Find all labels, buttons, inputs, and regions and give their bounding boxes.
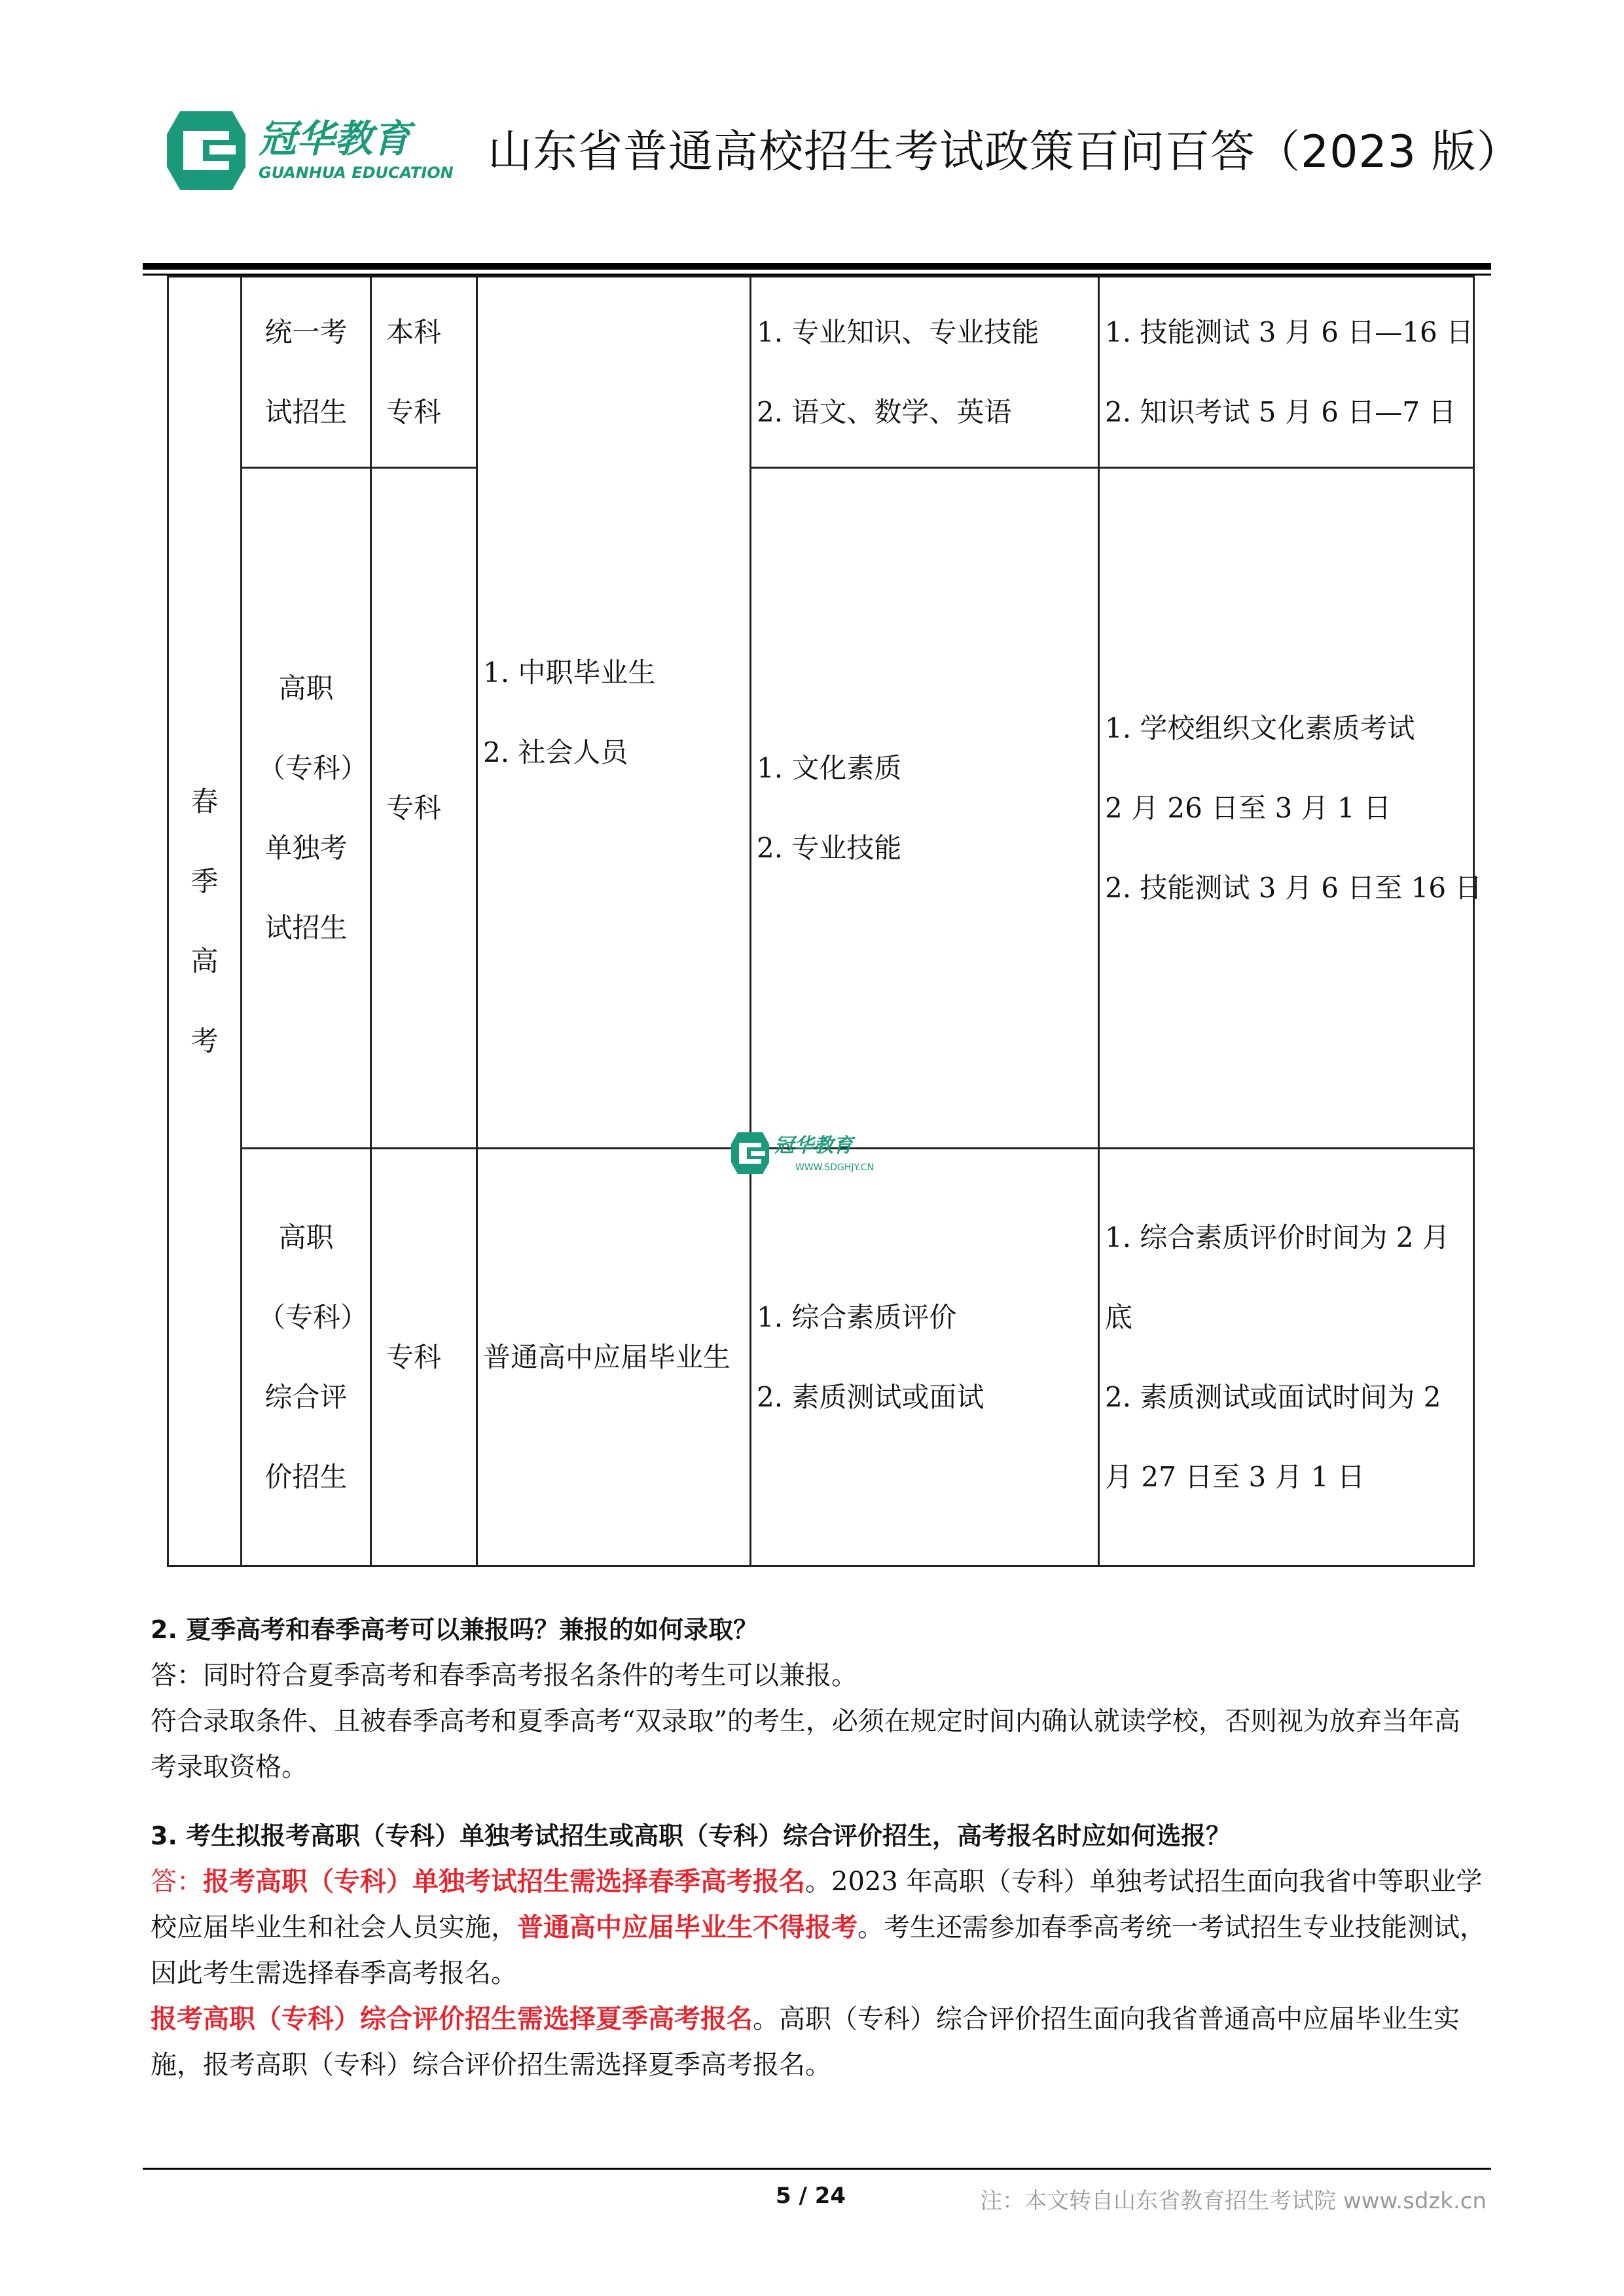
footer-source-note: 注：本文转自山东省教育招生考试院 www.sdzk.cn [980, 2188, 1487, 2214]
guanhua-logo [160, 105, 461, 196]
category-label: 统一考试招生 [264, 315, 348, 428]
q3-highlight-restriction: 普通高中应届毕业生不得报考 [517, 1912, 857, 1943]
table-row [168, 468, 1474, 1149]
q3-answer-text-2: 。考生还需参加春季高考统一考试招生专业技能测试，因此考生需选择春季高考报名。 [151, 1912, 1486, 1988]
q3-highlight-summer: 报考高职（专科）综合评价招生需选择夏季高考报名 [151, 2004, 753, 2034]
exam-cell [751, 468, 1099, 1149]
category-cell [242, 1149, 371, 1566]
eligibility-cell [477, 1149, 751, 1566]
q3-answer-prefix: 答： [151, 1867, 203, 1897]
category-label: 高职（专科）单独考试招生 [257, 672, 354, 944]
level-label: 专科 [386, 395, 442, 428]
level-label: 专科 [386, 1340, 442, 1373]
q2-answer-1: 答：同时符合夏季高考和春季高考报名条件的考生可以兼报。 [151, 1660, 857, 1691]
exam-cell [751, 277, 1099, 468]
exam-cell [751, 1149, 1099, 1566]
q2-answer-2: 符合录取条件、且被春季高考和夏季高考“双录取”的考生，必须在规定时间内确认就读学校，否则视为放弃当年高考录取资格。 [151, 1706, 1460, 1782]
logo-cn-text: 冠华教育 [259, 117, 411, 161]
eligibility-item: 2. 社会人员 [483, 736, 628, 768]
schedule-item: 月 27 日至 3 月 1 日 [1105, 1460, 1365, 1493]
watermark-logo [730, 1127, 900, 1179]
eligibility-cell [477, 277, 751, 1149]
exam-item: 1. 专业知识、专业技能 [757, 315, 1039, 348]
table-row [168, 1149, 1474, 1566]
schedule-cell [1099, 277, 1474, 468]
exam-item: 1. 文化素质 [757, 751, 902, 784]
schedule-item: 2. 技能测试 3 月 6 日至 16 日 [1105, 871, 1483, 904]
season-cell [168, 277, 242, 1566]
watermark-cn: 冠华教育 [774, 1134, 853, 1157]
q3-answer-text-3: 。高职（专科）综合评价招生面向我省普通高中应届毕业生实施，报考高职（专科）综合评价招生需选择夏季高考报名。 [151, 2004, 1460, 2080]
exam-item: 2. 素质测试或面试 [757, 1380, 984, 1413]
level-label: 本科 [386, 315, 442, 348]
q3-block [151, 1813, 1486, 2088]
schedule-item: 1. 学校组织文化素质考试 [1105, 711, 1415, 744]
q3-highlight-spring: 报考高职（专科）单独考试招生需选择春季高考报名 [203, 1867, 805, 1897]
watermark-url: WWW.SDGHJY.CN [795, 1162, 874, 1173]
category-cell [242, 277, 371, 468]
level-label: 专科 [386, 791, 442, 824]
eligibility-item: 普通高中应届毕业生 [483, 1340, 731, 1373]
schedule-item: 2. 素质测试或面试时间为 2 [1105, 1380, 1441, 1413]
q2-question: 2. 夏季高考和春季高考可以兼报吗？兼报的如何录取？ [151, 1615, 759, 1644]
q3-answer-paragraph-2 [151, 1996, 1486, 2088]
q3-question: 3. 考生拟报考高职（专科）单独考试招生或高职（专科）综合评价招生，高考报名时应如何选报？ [151, 1821, 1231, 1850]
q3-answer-text-1: 。2023 年高职（专科）单独考试招生面向我省中等职业学校应届毕业生和社会人员实施， [151, 1867, 1483, 1943]
eligibility-item: 1. 中职毕业生 [483, 656, 656, 689]
schedule-item: 2 月 26 日至 3 月 1 日 [1105, 791, 1392, 824]
schedule-cell [1099, 468, 1483, 1149]
schedule-item: 1. 综合素质评价时间为 2 月 [1105, 1221, 1450, 1253]
schedule-item: 2. 知识考试 5 月 6 日—7 日 [1105, 395, 1456, 428]
category-cell [242, 468, 371, 1149]
exam-item: 2. 语文、数学、英语 [757, 395, 1012, 428]
exam-item: 1. 综合素质评价 [757, 1300, 957, 1333]
schedule-item: 底 [1105, 1300, 1133, 1333]
level-cell [371, 277, 477, 468]
season-label: 春季高考 [190, 785, 219, 1057]
schedule-item: 1. 技能测试 3 月 6 日—16 日 [1105, 315, 1474, 348]
table-row [168, 277, 1474, 468]
q2-block [151, 1607, 1486, 1790]
level-cell [371, 1149, 477, 1566]
logo-en-text: GUANHUA EDUCATION [259, 164, 454, 182]
level-cell [371, 468, 477, 1149]
schedule-cell [1099, 1149, 1474, 1566]
footer-rule [143, 2168, 1491, 2170]
q3-answer-paragraph-1 [151, 1859, 1486, 1996]
exam-item: 2. 专业技能 [757, 831, 902, 864]
admissions-table [167, 276, 1483, 1567]
header-rule-thick [143, 263, 1491, 270]
category-label: 高职（专科）综合评价招生 [257, 1221, 354, 1493]
document-title: 山东省普通高校招生考试政策百问百答（2023 版） [488, 126, 1522, 178]
page-number: 5 / 24 [776, 2183, 846, 2209]
